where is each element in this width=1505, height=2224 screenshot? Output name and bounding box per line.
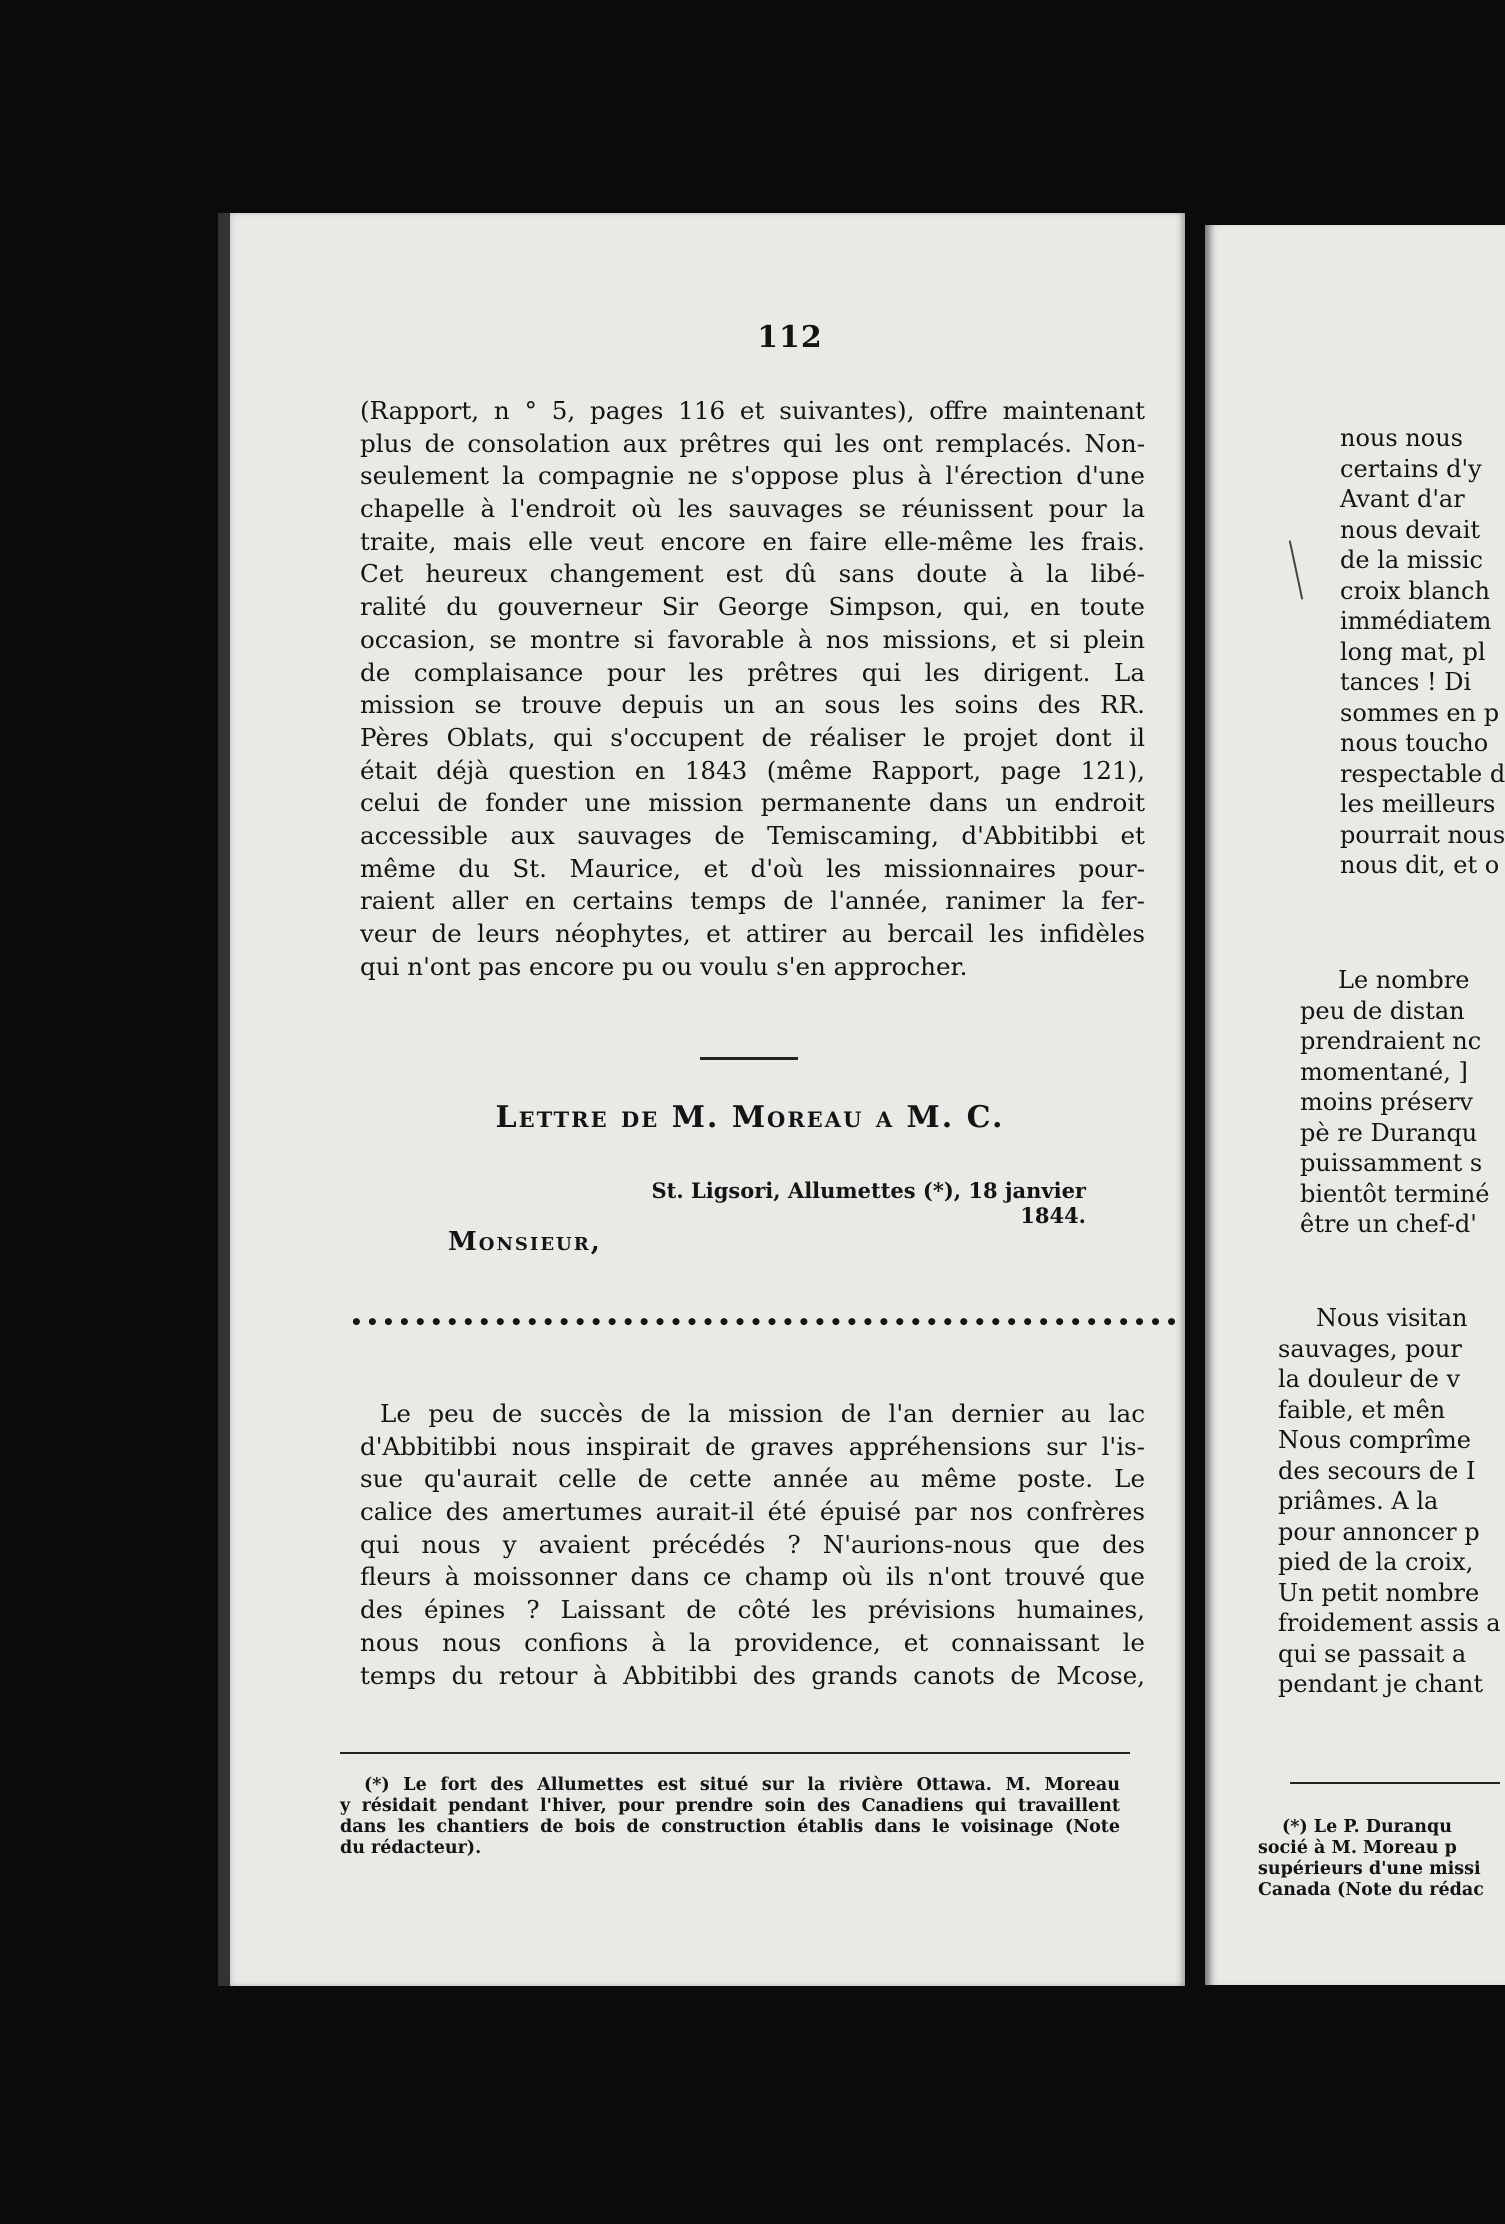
footnote-line: Canada (Note du rédac	[1258, 1880, 1484, 1900]
text-line: raient aller en certains temps de l'année, ranimer la fer-	[360, 886, 1145, 916]
text-line: les meilleurs	[1340, 790, 1496, 818]
text-line: faible, et mên	[1278, 1395, 1446, 1424]
text-line: traite, mais elle veut encore en faire elle-même les frais.	[360, 526, 1145, 556]
text-line: pied de la croix,	[1278, 1548, 1474, 1576]
letter-heading: Lettre de M. Moreau a M. C.	[495, 1100, 1005, 1135]
text-line: sommes en p	[1340, 698, 1500, 727]
letter-salutation: Monsieur,	[448, 1227, 602, 1257]
text-line: Nous comprîme	[1278, 1426, 1471, 1454]
text-line: puissamment s	[1300, 1149, 1483, 1177]
right-page-block-2	[1300, 965, 1489, 1240]
text-line: croix blanch	[1340, 576, 1490, 605]
letter-dateline: St. Ligsori, Allumettes (*), 18 janvier 1844.	[651, 1178, 1086, 1228]
text-line: qui se passait a	[1278, 1639, 1467, 1668]
text-line: des secours de I	[1278, 1456, 1476, 1485]
text-line: tances ! Di	[1340, 668, 1472, 696]
footnote-line: supérieurs d'une missi	[1258, 1859, 1481, 1879]
text-line: chapelle à l'endroit où les sauvages se réunissent pour la	[360, 494, 1145, 524]
text-line: certains d'y	[1340, 454, 1482, 483]
text-line: moins préserv	[1300, 1088, 1473, 1116]
text-line: bientôt terminé	[1300, 1179, 1490, 1208]
text-line: froidement assis a	[1278, 1609, 1501, 1637]
text-line: nous nous	[1340, 424, 1463, 452]
section-divider	[700, 1057, 798, 1060]
text-line: Le peu de succès de la mission de l'an dernier au lac	[380, 1399, 1145, 1428]
footnote-rule	[340, 1752, 1130, 1754]
text-line: la douleur de v	[1278, 1365, 1461, 1393]
text-line: plus de consolation aux prêtres qui les ont remplacés. Non-	[360, 428, 1145, 458]
text-line: Cet heureux changement est dû sans doute à la libé-	[360, 559, 1145, 589]
right-page-block-1	[1340, 423, 1505, 881]
paragraph-1	[360, 395, 1145, 983]
text-line: fleurs à moissonner dans ce champ où ils n'ont trouvé que	[360, 1562, 1145, 1592]
text-line: pour annoncer p	[1278, 1517, 1480, 1546]
page-number: 112	[757, 320, 823, 355]
text-line: d'Abbitibbi nous inspirait de graves appréhensions sur l'is-	[360, 1431, 1145, 1461]
right-page-block-3	[1278, 1303, 1501, 1700]
text-line: occasion, se montre si favorable à nos missions, et si plein	[360, 624, 1145, 654]
paragraph-2	[360, 1398, 1145, 1692]
footnote-line: dans les chantiers de bois de construction établis dans le voisinage (Note	[340, 1817, 1120, 1837]
text-line: priâmes. A la	[1278, 1487, 1439, 1515]
text-line: Un petit nombre	[1278, 1578, 1480, 1607]
text-line: qui nous y avaient précédés ? N'aurions-nous que des	[360, 1529, 1145, 1559]
text-line: temps du retour à Abbitibbi des grands canots de Mcose,	[360, 1660, 1145, 1690]
footnote-line: (*) Le fort des Allumettes est situé sur la rivière Ottawa. M. Moreau	[364, 1775, 1120, 1795]
text-line: respectable d	[1340, 759, 1505, 788]
ellipsis-dots: ••••••••••••••••••••••••••••••••••••••••••••••••••••	[350, 1310, 1182, 1334]
text-line: pourrait nous	[1340, 820, 1505, 849]
text-line: calice des amertumes aurait-il été épuisé par nos confrères	[360, 1497, 1145, 1527]
text-line: accessible aux sauvages de Temiscaming, d'Abbitibbi et	[360, 820, 1145, 850]
text-line: de la missic	[1340, 546, 1483, 574]
text-line: immédiatem	[1340, 607, 1492, 635]
text-line: nous dit, et o	[1340, 851, 1500, 879]
text-line: long mat, pl	[1340, 637, 1486, 666]
text-line: Avant d'ar	[1340, 485, 1465, 513]
text-line: mission se trouve depuis un an sous les soins des RR.	[360, 690, 1145, 720]
right-page-footnote	[1258, 1817, 1484, 1901]
text-line: ralité du gouverneur Sir George Simpson, qui, en toute	[360, 592, 1145, 622]
text-line: veur de leurs néophytes, et attirer au bercail les infidèles	[360, 919, 1145, 948]
text-line: momentané, ]	[1300, 1057, 1468, 1086]
text-line: même du St. Maurice, et d'où les missionnaires pour-	[360, 853, 1145, 883]
text-line: Nous visitan	[1316, 1304, 1468, 1332]
text-line: de complaisance pour les prêtres qui les dirigent. La	[360, 657, 1145, 687]
text-line: sue qu'aurait celle de cette année au même poste. Le	[360, 1464, 1145, 1494]
text-line: nous toucho	[1340, 729, 1489, 757]
text-line: Pères Oblats, qui s'occupent de réaliser le projet dont il	[360, 722, 1145, 752]
text-line: celui de fonder une mission permanente dans un endroit	[360, 788, 1145, 818]
text-line: pendant je chant	[1278, 1670, 1484, 1698]
footnote-line: (*) Le P. Duranqu	[1282, 1817, 1452, 1837]
text-line: Le nombre	[1338, 966, 1470, 994]
text-line: seulement la compagnie ne s'oppose plus à l'érection d'une	[360, 461, 1145, 491]
text-line: nous devait	[1340, 515, 1481, 544]
footnote-line: socié à M. Moreau p	[1258, 1838, 1457, 1858]
footnote-rule	[1290, 1782, 1500, 1784]
text-line: prendraient nc	[1300, 1027, 1482, 1055]
text-line: nous nous confions à la providence, et connaissant le	[360, 1627, 1145, 1657]
text-line: pè re Duranqu	[1300, 1118, 1478, 1147]
text-line: (Rapport, n ° 5, pages 116 et suivantes), offre maintenant	[360, 396, 1145, 425]
footnote-line: y résidait pendant l'hiver, pour prendre soin des Canadiens qui travaillent	[340, 1796, 1120, 1816]
footnote	[340, 1775, 1120, 1859]
text-line: était déjà question en 1843 (même Rapport, page 121),	[360, 755, 1145, 785]
text-line: être un chef-d'	[1300, 1210, 1477, 1238]
text-line: qui n'ont pas encore pu ou voulu s'en approcher.	[360, 951, 968, 981]
text-line: sauvages, pour	[1278, 1334, 1462, 1363]
text-line: des épines ? Laissant de côté les prévisions humaines,	[360, 1595, 1145, 1625]
footnote-line: du rédacteur).	[340, 1838, 482, 1858]
text-line: peu de distan	[1300, 996, 1465, 1025]
